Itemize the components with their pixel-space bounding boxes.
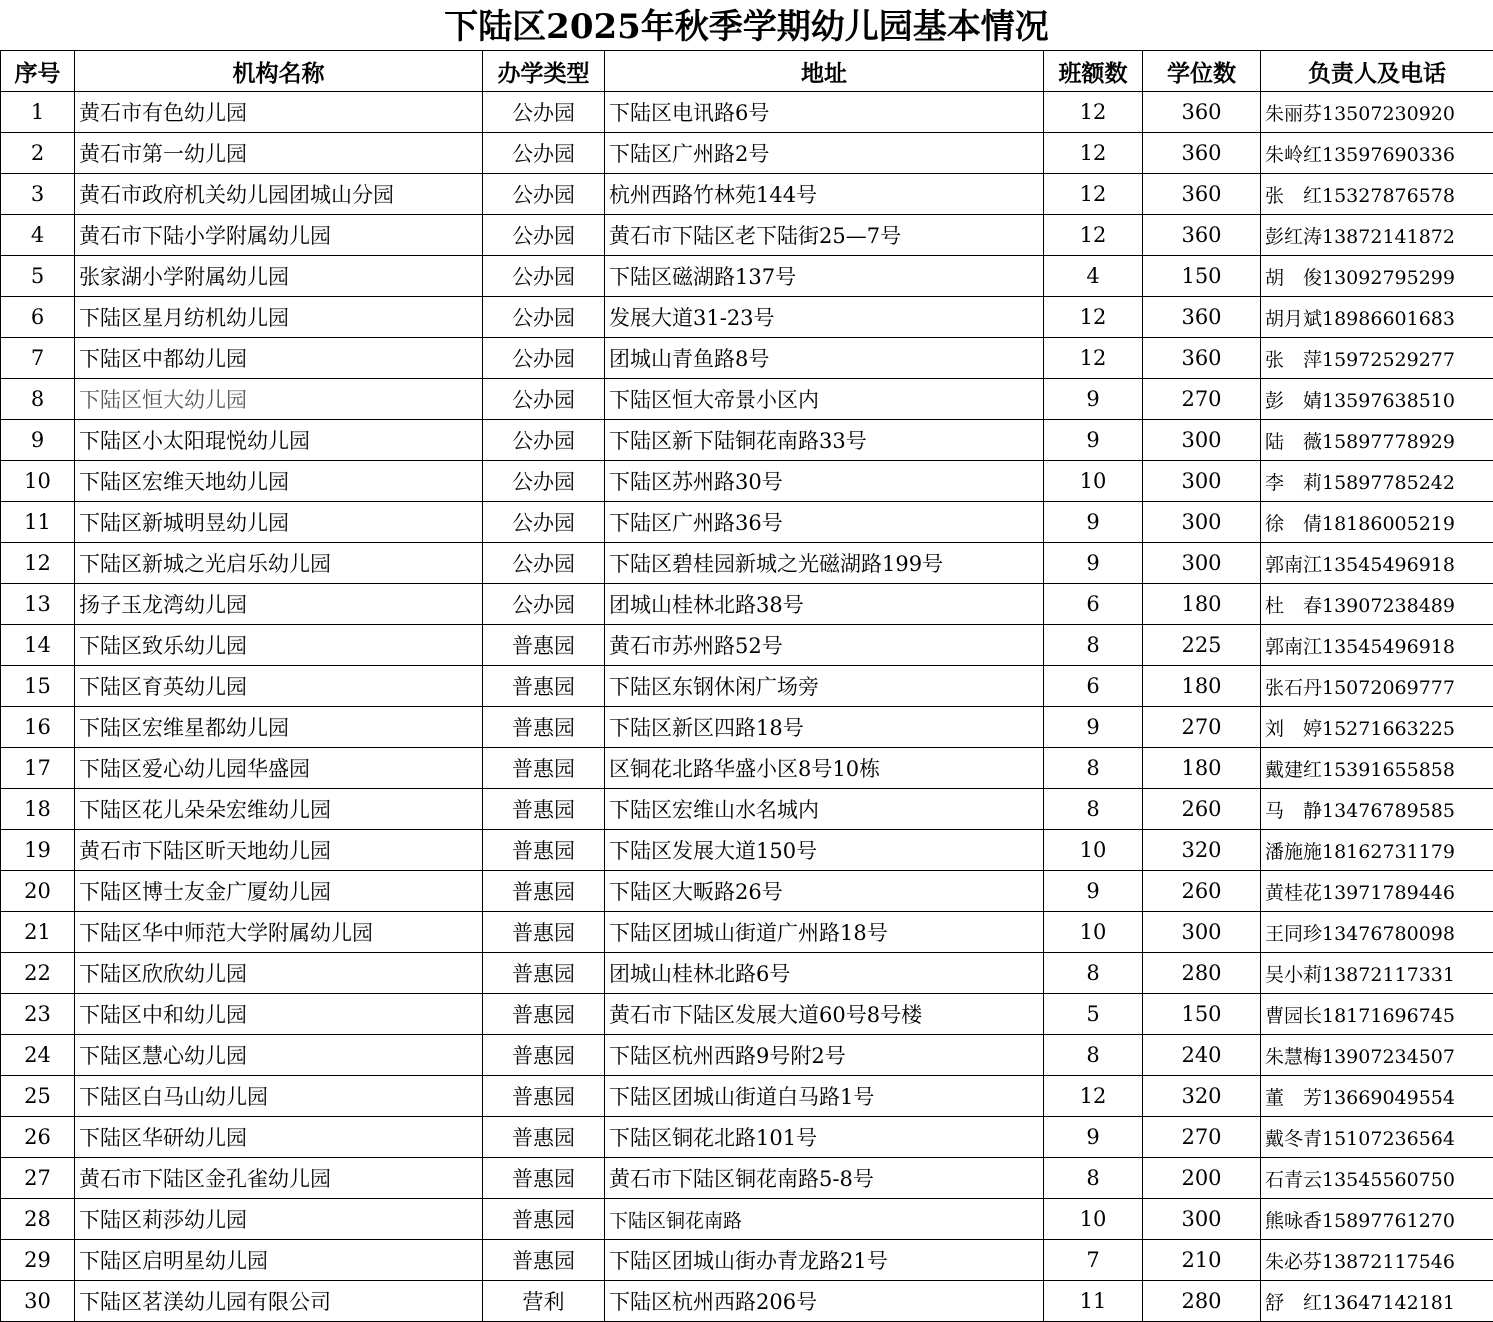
cell-contact: 朱必芬13872117546 <box>1261 1240 1493 1281</box>
cell-type: 公办园 <box>483 92 605 133</box>
table-row <box>1 789 1493 830</box>
cell-seats: 280 <box>1143 953 1261 994</box>
cell-contact: 徐 倩18186005219 <box>1261 502 1493 543</box>
cell-seats: 150 <box>1143 994 1261 1035</box>
cell-contact: 朱慧梅13907234507 <box>1261 1035 1493 1076</box>
cell-seq: 17 <box>1 748 75 789</box>
cell-address: 下陆区电讯路6号 <box>605 92 1044 133</box>
cell-seq: 5 <box>1 256 75 297</box>
cell-seats: 360 <box>1143 92 1261 133</box>
table-row <box>1 584 1493 625</box>
cell-contact: 彭 婧13597638510 <box>1261 379 1493 420</box>
cell-address: 下陆区杭州西路9号附2号 <box>605 1035 1044 1076</box>
cell-seq: 4 <box>1 215 75 256</box>
cell-classes: 8 <box>1044 789 1143 830</box>
cell-type: 普惠园 <box>483 1158 605 1199</box>
cell-classes: 12 <box>1044 297 1143 338</box>
table-row <box>1 1281 1493 1322</box>
table-row <box>1 1117 1493 1158</box>
cell-contact: 马 静13476789585 <box>1261 789 1493 830</box>
cell-classes: 9 <box>1044 871 1143 912</box>
cell-seq: 21 <box>1 912 75 953</box>
cell-contact: 刘 婷15271663225 <box>1261 707 1493 748</box>
cell-contact: 熊咏香15897761270 <box>1261 1199 1493 1240</box>
cell-name: 下陆区博士友金广厦幼儿园 <box>75 871 483 912</box>
cell-address: 黄石市下陆区铜花南路5-8号 <box>605 1158 1044 1199</box>
cell-type: 公办园 <box>483 297 605 338</box>
cell-address: 下陆区大畈路26号 <box>605 871 1044 912</box>
cell-contact: 郭南江13545496918 <box>1261 543 1493 584</box>
table-row <box>1 420 1493 461</box>
cell-name: 下陆区慧心幼儿园 <box>75 1035 483 1076</box>
table-row <box>1 871 1493 912</box>
cell-seats: 300 <box>1143 912 1261 953</box>
cell-type: 普惠园 <box>483 871 605 912</box>
cell-name: 下陆区中都幼儿园 <box>75 338 483 379</box>
page-title: 下陆区2025年秋季学期幼儿园基本情况 <box>444 7 1049 47</box>
cell-classes: 9 <box>1044 502 1143 543</box>
cell-address: 下陆区碧桂园新城之光磁湖路199号 <box>605 543 1044 584</box>
kindergarten-table <box>0 50 1493 1322</box>
cell-classes: 9 <box>1044 420 1143 461</box>
cell-address: 下陆区铜花北路101号 <box>605 1117 1044 1158</box>
table-row <box>1 215 1493 256</box>
cell-address: 下陆区宏维山水名城内 <box>605 789 1044 830</box>
cell-contact: 李 莉15897785242 <box>1261 461 1493 502</box>
cell-seq: 28 <box>1 1199 75 1240</box>
cell-type: 普惠园 <box>483 1240 605 1281</box>
table-row <box>1 625 1493 666</box>
table-row <box>1 92 1493 133</box>
cell-type: 普惠园 <box>483 789 605 830</box>
cell-address: 黄石市苏州路52号 <box>605 625 1044 666</box>
table-row <box>1 1035 1493 1076</box>
cell-type: 公办园 <box>483 174 605 215</box>
cell-seq: 9 <box>1 420 75 461</box>
cell-classes: 8 <box>1044 1158 1143 1199</box>
table-row <box>1 666 1493 707</box>
cell-seats: 360 <box>1143 174 1261 215</box>
cell-name: 张家湖小学附属幼儿园 <box>75 256 483 297</box>
cell-type: 普惠园 <box>483 994 605 1035</box>
table-row <box>1 953 1493 994</box>
cell-contact: 戴冬青15107236564 <box>1261 1117 1493 1158</box>
cell-seats: 270 <box>1143 379 1261 420</box>
cell-type: 公办园 <box>483 502 605 543</box>
cell-contact: 陆 薇15897778929 <box>1261 420 1493 461</box>
cell-seats: 180 <box>1143 666 1261 707</box>
table-row <box>1 748 1493 789</box>
cell-contact: 朱丽芬13507230920 <box>1261 92 1493 133</box>
cell-classes: 12 <box>1044 92 1143 133</box>
cell-address: 下陆区恒大帝景小区内 <box>605 379 1044 420</box>
cell-address: 下陆区广州路36号 <box>605 502 1044 543</box>
cell-contact: 杜 春13907238489 <box>1261 584 1493 625</box>
cell-contact: 张 萍15972529277 <box>1261 338 1493 379</box>
cell-contact: 曹园长18171696745 <box>1261 994 1493 1035</box>
cell-address: 下陆区磁湖路137号 <box>605 256 1044 297</box>
cell-type: 公办园 <box>483 215 605 256</box>
cell-seq: 12 <box>1 543 75 584</box>
cell-classes: 10 <box>1044 830 1143 871</box>
cell-contact: 张 红15327876578 <box>1261 174 1493 215</box>
cell-address: 团城山青鱼路8号 <box>605 338 1044 379</box>
cell-seats: 300 <box>1143 461 1261 502</box>
cell-type: 公办园 <box>483 543 605 584</box>
cell-name: 下陆区恒大幼儿园 <box>75 379 483 420</box>
cell-name: 下陆区花儿朵朵宏维幼儿园 <box>75 789 483 830</box>
cell-contact: 彭红涛13872141872 <box>1261 215 1493 256</box>
cell-type: 公办园 <box>483 584 605 625</box>
cell-classes: 6 <box>1044 666 1143 707</box>
table-row <box>1 174 1493 215</box>
cell-contact: 吴小莉13872117331 <box>1261 953 1493 994</box>
cell-name: 下陆区华研幼儿园 <box>75 1117 483 1158</box>
cell-address: 下陆区东钢休闲广场旁 <box>605 666 1044 707</box>
cell-address: 下陆区苏州路30号 <box>605 461 1044 502</box>
cell-name: 下陆区新城之光启乐幼儿园 <box>75 543 483 584</box>
cell-type: 公办园 <box>483 338 605 379</box>
cell-address: 下陆区团城山街道广州路18号 <box>605 912 1044 953</box>
cell-seats: 360 <box>1143 133 1261 174</box>
cell-address: 团城山桂林北路6号 <box>605 953 1044 994</box>
cell-classes: 7 <box>1044 1240 1143 1281</box>
cell-address: 下陆区铜花南路 <box>605 1199 1044 1240</box>
cell-type: 公办园 <box>483 379 605 420</box>
table-row <box>1 994 1493 1035</box>
cell-type: 公办园 <box>483 420 605 461</box>
cell-name: 下陆区欣欣幼儿园 <box>75 953 483 994</box>
cell-name: 下陆区致乐幼儿园 <box>75 625 483 666</box>
table-row <box>1 461 1493 502</box>
cell-seq: 3 <box>1 174 75 215</box>
cell-seats: 300 <box>1143 502 1261 543</box>
table-row <box>1 830 1493 871</box>
cell-address: 下陆区新区四路18号 <box>605 707 1044 748</box>
cell-contact: 黄桂花13971789446 <box>1261 871 1493 912</box>
cell-address: 杭州西路竹林苑144号 <box>605 174 1044 215</box>
table-row <box>1 256 1493 297</box>
cell-seq: 10 <box>1 461 75 502</box>
cell-seats: 300 <box>1143 1199 1261 1240</box>
cell-seats: 240 <box>1143 1035 1261 1076</box>
cell-name: 下陆区启明星幼儿园 <box>75 1240 483 1281</box>
cell-classes: 10 <box>1044 461 1143 502</box>
table-row <box>1 1076 1493 1117</box>
cell-classes: 5 <box>1044 994 1143 1035</box>
cell-address: 下陆区团城山街道白马路1号 <box>605 1076 1044 1117</box>
cell-classes: 10 <box>1044 1199 1143 1240</box>
cell-address: 下陆区团城山街办青龙路21号 <box>605 1240 1044 1281</box>
cell-classes: 12 <box>1044 338 1143 379</box>
header-type: 办学类型 <box>483 51 605 92</box>
header-seats: 学位数 <box>1143 51 1261 92</box>
cell-seq: 20 <box>1 871 75 912</box>
header-classes: 班额数 <box>1044 51 1143 92</box>
table-row <box>1 502 1493 543</box>
cell-seq: 13 <box>1 584 75 625</box>
cell-seq: 14 <box>1 625 75 666</box>
cell-name: 黄石市政府机关幼儿园团城山分园 <box>75 174 483 215</box>
cell-name: 下陆区育英幼儿园 <box>75 666 483 707</box>
header-contact: 负责人及电话 <box>1261 51 1493 92</box>
cell-name: 下陆区宏维天地幼儿园 <box>75 461 483 502</box>
cell-seq: 11 <box>1 502 75 543</box>
cell-classes: 9 <box>1044 1117 1143 1158</box>
cell-seq: 19 <box>1 830 75 871</box>
header-row <box>1 51 1493 92</box>
cell-seq: 2 <box>1 133 75 174</box>
cell-classes: 12 <box>1044 215 1143 256</box>
cell-classes: 12 <box>1044 1076 1143 1117</box>
cell-contact: 胡月斌18986601683 <box>1261 297 1493 338</box>
cell-contact: 王同珍13476780098 <box>1261 912 1493 953</box>
cell-seq: 7 <box>1 338 75 379</box>
cell-seq: 18 <box>1 789 75 830</box>
header-seq: 序号 <box>1 51 75 92</box>
cell-classes: 8 <box>1044 1035 1143 1076</box>
cell-seats: 360 <box>1143 338 1261 379</box>
cell-contact: 舒 红13647142181 <box>1261 1281 1493 1322</box>
cell-name: 黄石市下陆区金孔雀幼儿园 <box>75 1158 483 1199</box>
cell-seats: 300 <box>1143 543 1261 584</box>
cell-seats: 180 <box>1143 748 1261 789</box>
cell-seats: 210 <box>1143 1240 1261 1281</box>
cell-seq: 29 <box>1 1240 75 1281</box>
cell-name: 黄石市下陆区昕天地幼儿园 <box>75 830 483 871</box>
table-row <box>1 912 1493 953</box>
cell-contact: 朱岭红13597690336 <box>1261 133 1493 174</box>
cell-name: 下陆区宏维星都幼儿园 <box>75 707 483 748</box>
cell-seq: 30 <box>1 1281 75 1322</box>
cell-seq: 25 <box>1 1076 75 1117</box>
cell-seats: 320 <box>1143 1076 1261 1117</box>
cell-seq: 27 <box>1 1158 75 1199</box>
cell-address: 区铜花北路华盛小区8号10栋 <box>605 748 1044 789</box>
cell-seats: 280 <box>1143 1281 1261 1322</box>
cell-classes: 9 <box>1044 543 1143 584</box>
cell-seats: 320 <box>1143 830 1261 871</box>
cell-contact: 董 芳13669049554 <box>1261 1076 1493 1117</box>
cell-address: 发展大道31-23号 <box>605 297 1044 338</box>
cell-classes: 6 <box>1044 584 1143 625</box>
cell-seq: 26 <box>1 1117 75 1158</box>
cell-seq: 8 <box>1 379 75 420</box>
cell-seq: 22 <box>1 953 75 994</box>
cell-seq: 24 <box>1 1035 75 1076</box>
cell-contact: 戴建红15391655858 <box>1261 748 1493 789</box>
header-name: 机构名称 <box>75 51 483 92</box>
cell-seats: 150 <box>1143 256 1261 297</box>
cell-seats: 270 <box>1143 707 1261 748</box>
cell-name: 下陆区莉莎幼儿园 <box>75 1199 483 1240</box>
cell-seq: 23 <box>1 994 75 1035</box>
cell-type: 普惠园 <box>483 1199 605 1240</box>
cell-name: 黄石市有色幼儿园 <box>75 92 483 133</box>
cell-type: 普惠园 <box>483 1035 605 1076</box>
cell-name: 黄石市第一幼儿园 <box>75 133 483 174</box>
cell-seats: 270 <box>1143 1117 1261 1158</box>
cell-type: 公办园 <box>483 461 605 502</box>
cell-type: 普惠园 <box>483 912 605 953</box>
table-row <box>1 1199 1493 1240</box>
cell-name: 下陆区白马山幼儿园 <box>75 1076 483 1117</box>
cell-classes: 9 <box>1044 707 1143 748</box>
cell-name: 下陆区星月纺机幼儿园 <box>75 297 483 338</box>
cell-type: 普惠园 <box>483 666 605 707</box>
cell-type: 普惠园 <box>483 707 605 748</box>
cell-classes: 8 <box>1044 953 1143 994</box>
cell-contact: 郭南江13545496918 <box>1261 625 1493 666</box>
cell-name: 下陆区小太阳琨悦幼儿园 <box>75 420 483 461</box>
table-row <box>1 379 1493 420</box>
cell-type: 公办园 <box>483 133 605 174</box>
cell-name: 下陆区茗渼幼儿园有限公司 <box>75 1281 483 1322</box>
cell-classes: 12 <box>1044 133 1143 174</box>
cell-address: 下陆区广州路2号 <box>605 133 1044 174</box>
table-row <box>1 1158 1493 1199</box>
cell-contact: 潘施施18162731179 <box>1261 830 1493 871</box>
cell-contact: 张石丹15072069777 <box>1261 666 1493 707</box>
cell-type: 普惠园 <box>483 830 605 871</box>
cell-seq: 1 <box>1 92 75 133</box>
cell-type: 普惠园 <box>483 953 605 994</box>
cell-name: 下陆区中和幼儿园 <box>75 994 483 1035</box>
cell-type: 营利 <box>483 1281 605 1322</box>
cell-seats: 360 <box>1143 215 1261 256</box>
cell-classes: 9 <box>1044 379 1143 420</box>
cell-seats: 300 <box>1143 420 1261 461</box>
cell-seats: 260 <box>1143 871 1261 912</box>
cell-seats: 225 <box>1143 625 1261 666</box>
cell-contact: 胡 俊13092795299 <box>1261 256 1493 297</box>
cell-name: 下陆区华中师范大学附属幼儿园 <box>75 912 483 953</box>
cell-classes: 8 <box>1044 625 1143 666</box>
cell-address: 下陆区杭州西路206号 <box>605 1281 1044 1322</box>
cell-name: 下陆区新城明昱幼儿园 <box>75 502 483 543</box>
cell-name: 下陆区爱心幼儿园华盛园 <box>75 748 483 789</box>
cell-seats: 260 <box>1143 789 1261 830</box>
cell-seq: 16 <box>1 707 75 748</box>
cell-address: 下陆区新下陆铜花南路33号 <box>605 420 1044 461</box>
cell-contact: 石青云13545560750 <box>1261 1158 1493 1199</box>
cell-address: 团城山桂林北路38号 <box>605 584 1044 625</box>
table-row <box>1 297 1493 338</box>
table-row <box>1 133 1493 174</box>
cell-address: 黄石市下陆区老下陆街25—7号 <box>605 215 1044 256</box>
cell-seq: 15 <box>1 666 75 707</box>
cell-type: 公办园 <box>483 256 605 297</box>
cell-seats: 360 <box>1143 297 1261 338</box>
cell-type: 普惠园 <box>483 1076 605 1117</box>
cell-address: 下陆区发展大道150号 <box>605 830 1044 871</box>
table-row <box>1 543 1493 584</box>
cell-type: 普惠园 <box>483 1117 605 1158</box>
cell-type: 普惠园 <box>483 748 605 789</box>
cell-classes: 11 <box>1044 1281 1143 1322</box>
table-row <box>1 338 1493 379</box>
cell-classes: 4 <box>1044 256 1143 297</box>
header-address: 地址 <box>605 51 1044 92</box>
cell-classes: 8 <box>1044 748 1143 789</box>
cell-classes: 12 <box>1044 174 1143 215</box>
cell-address: 黄石市下陆区发展大道60号8号楼 <box>605 994 1044 1035</box>
cell-name: 黄石市下陆小学附属幼儿园 <box>75 215 483 256</box>
table-row <box>1 1240 1493 1281</box>
cell-seats: 180 <box>1143 584 1261 625</box>
table-row <box>1 707 1493 748</box>
cell-seq: 6 <box>1 297 75 338</box>
cell-name: 扬子玉龙湾幼儿园 <box>75 584 483 625</box>
cell-type: 普惠园 <box>483 625 605 666</box>
cell-seats: 200 <box>1143 1158 1261 1199</box>
cell-classes: 10 <box>1044 912 1143 953</box>
